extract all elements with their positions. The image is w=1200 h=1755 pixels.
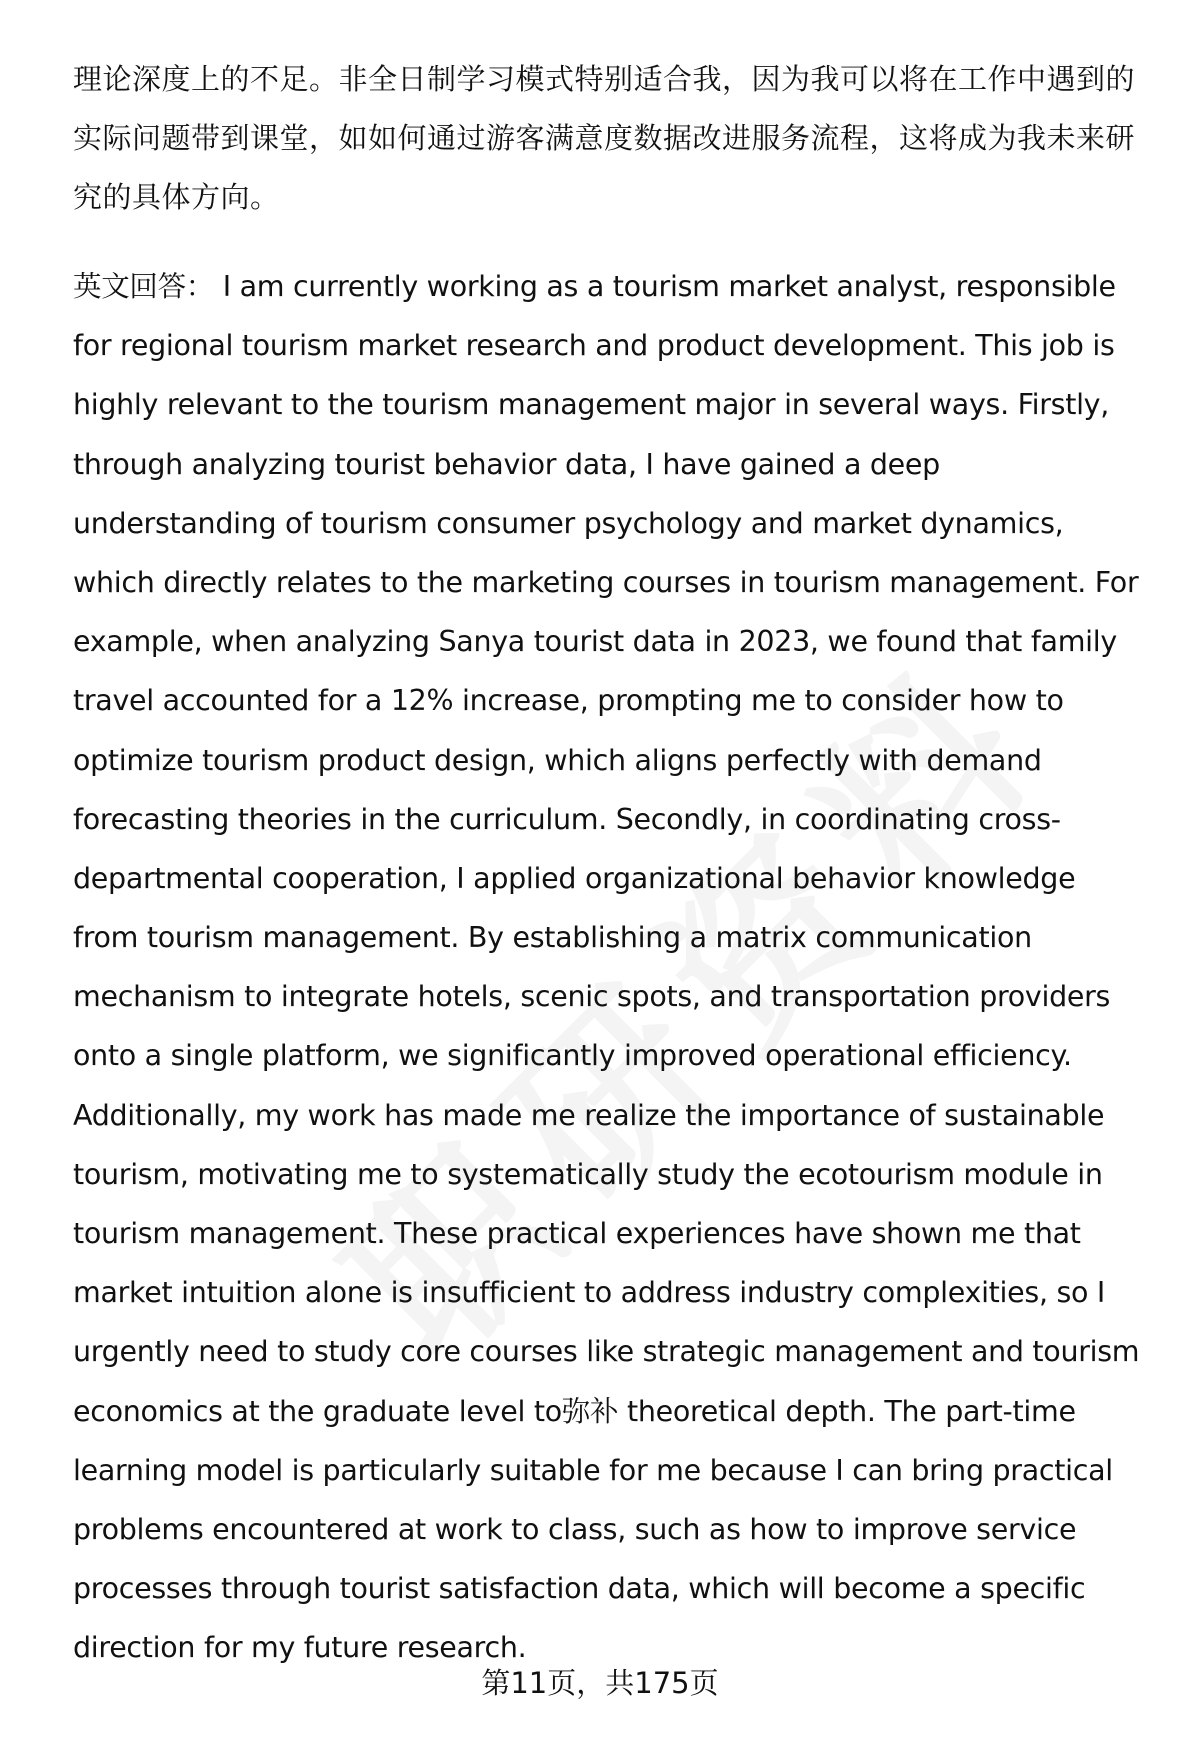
text-line: from tourism management. By establishing a matrix communication bbox=[73, 921, 1032, 955]
text-line: departmental cooperation, I applied organizational behavior knowledge bbox=[73, 861, 1076, 895]
text-line: forecasting theories in the curriculum. Secondly, in coordinating cross- bbox=[73, 802, 1061, 836]
text-line: Additionally, my work has made me realize the importance of sustainable bbox=[73, 1098, 1105, 1132]
text-line: for regional tourism market research and product development. This job is bbox=[73, 329, 1115, 363]
text-line: tourism, motivating me to systematically study the ecotourism module in bbox=[73, 1157, 1103, 1191]
answer-label: 英文回答： bbox=[73, 270, 215, 303]
text-line: through analyzing tourist behavior data, I have gained a deep bbox=[73, 447, 940, 481]
text-line: urgently need to study core courses like strategic management and tourism bbox=[73, 1335, 1140, 1369]
text-line: optimize tourism product design, which aligns perfectly with demand bbox=[73, 743, 1042, 777]
text-line-content: I am currently working as a tourism market analyst, responsible bbox=[214, 270, 1116, 303]
page-indicator: 第11页，共175页 bbox=[481, 1666, 719, 1700]
text-line: 究的具体方向。 bbox=[73, 180, 280, 215]
text-line: economics at the graduate level to弥补 theoretical depth. The part-time bbox=[73, 1394, 1076, 1428]
text-line: understanding of tourism consumer psychology and market dynamics, bbox=[73, 506, 1064, 540]
text-line: market intuition alone is insufficient to address industry complexities, so I bbox=[73, 1276, 1106, 1310]
text-line: highly relevant to the tourism management major in several ways. Firstly, bbox=[73, 388, 1110, 422]
text-line: which directly relates to the marketing courses in tourism management. For bbox=[73, 565, 1139, 599]
text-line: processes through tourist satisfaction data, which will become a specific bbox=[73, 1572, 1086, 1606]
text-line: mechanism to integrate hotels, scenic spots, and transportation providers bbox=[73, 980, 1111, 1014]
text-line: learning model is particularly suitable for me because I can bring practical bbox=[73, 1453, 1113, 1487]
english-paragraph bbox=[73, 257, 1158, 1678]
text-line: direction for my future research. bbox=[73, 1631, 527, 1665]
text-line: 理论深度上的不足。非全日制学习模式特别适合我，因为我可以将在工作中遇到的 bbox=[73, 62, 1136, 96]
text-line: onto a single platform, we significantly improved operational efficiency. bbox=[73, 1039, 1072, 1073]
text-line: example, when analyzing Sanya tourist data in 2023, we found that family bbox=[73, 625, 1117, 659]
text-line bbox=[73, 257, 1158, 316]
text-line: tourism management. These practical experiences have shown me that bbox=[73, 1217, 1081, 1250]
text-line: 实际问题带到课堂，如如何通过游客满意度数据改进服务流程，这将成为我未来研 bbox=[73, 121, 1136, 156]
text-line: travel accounted for a 12% increase, prompting me to consider how to bbox=[73, 684, 1064, 718]
text-line: problems encountered at work to class, such as how to improve service bbox=[73, 1512, 1077, 1546]
chinese-paragraph bbox=[73, 50, 1158, 228]
